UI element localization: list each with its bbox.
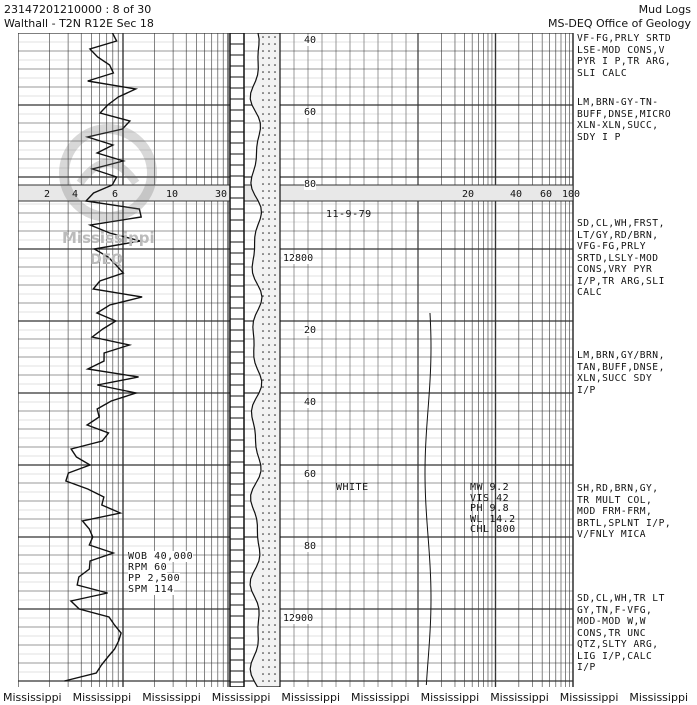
lithology-line: CALC [577,287,603,298]
lithology-line: LM,BRN-GY-TN- [577,97,659,108]
mud-color: WHITE [336,482,369,493]
footer-watermark-word: Mississippi [490,691,549,704]
drilling-parameter: RPM 60 [128,562,168,573]
lithology-line: SH,RD,BRN,GY, [577,483,659,494]
lithology-line: TR MULT COL, [577,494,653,506]
lithology-line: SDY I P [577,131,621,143]
footer-watermark-word: Mississippi [351,691,410,704]
depth-label: 12800 [283,253,314,264]
lithology-line: XLN,SUCC SDY [577,373,653,384]
scale-tick-label: 40 [510,189,523,200]
drilling-parameter: SPM 114 [128,584,174,595]
lithology-line: CONS,TR UNC [577,627,647,639]
footer-watermark-word: Mississippi [629,691,688,704]
lithology-line: MOD-MOD W,W [577,616,647,627]
footer-watermark-word: Mississippi [559,691,619,704]
document-id: 23147201210000 : 8 of 30 [4,3,152,16]
depth-label: 60 [304,107,317,118]
lithology-line: I/P [577,384,596,396]
lithology-line: PYR I P,TR ARG, [577,56,672,67]
scale-tick-label: 4 [72,189,79,200]
scale-tick-label: 6 [112,189,119,200]
mud-property: PH 9.8 [470,503,510,514]
lithology-line: I/P [577,662,596,673]
lithology-line: SD,CL,WH,FRST, [577,218,665,229]
agency-name: MS-DEQ Office of Geology [547,17,691,30]
lithology-line: BUFF,DNSE,MICRO [577,108,672,120]
depth-label: 60 [304,469,317,480]
scale-tick-label: 100 [562,189,581,200]
mud-property: VIS 42 [470,492,510,504]
footer-watermark-word: Mississippi [142,691,201,704]
lithology-line: GY,TN,F-VFG, [577,604,653,616]
watermark-subtext: DEQ [90,252,124,268]
depth-label: 40 [304,35,317,46]
lithology-line: SD,CL,WH,TR LT [577,593,665,604]
footer-watermark-word: Mississippi [420,691,480,704]
depth-label: 12900 [283,613,314,624]
scale-tick-label: 60 [540,189,553,200]
lithology-line: TAN,BUFF,DNSE, [577,361,665,373]
lithology-line: LM,BRN,GY/BRN, [577,350,665,361]
lithology-line: MOD FRM-FRM, [577,506,653,517]
depth-label: 80 [304,179,317,190]
log-date: 11-9-79 [326,209,372,220]
lithology-line: QTZ,SLTY ARG, [577,639,659,650]
mud-property: WL 14.2 [470,513,516,525]
lithology-line: CONS,VRY PYR [577,264,653,275]
footer-watermark-word: Mississippi [3,691,62,704]
watermark-text: Mississippi [62,229,155,247]
lithology-line: XLN-XLN,SUCC, [577,120,659,131]
lithology-line: I/P,TR ARG,SLI [577,275,665,287]
lithology-line: VF-FG,PRLY SRTD [577,33,672,44]
scale-tick-label: 20 [462,189,475,200]
well-location: Walthall - T2N R12E Sec 18 [4,17,154,30]
lithology-line: LSE-MOD CONS,V [577,44,665,56]
lithology-line: V/FNLY MICA [577,529,647,540]
scale-tick-label: 2 [44,189,51,200]
lithology-line: BRTL,SPLNT I/P, [577,517,672,529]
document-type: Mud Logs [638,3,691,16]
lithology-column [230,33,280,687]
depth-label: 40 [304,397,317,408]
lithology-line: SLI CALC [577,67,628,79]
lithology-line: SRTD,LSLY-MOD [577,252,659,264]
footer-watermark-word: Mississippi [281,691,340,704]
lithology-line: LT/GY,RD/BRN, [577,229,659,241]
drilling-parameter: PP 2,500 [128,573,181,584]
mud-property: MW 9.2 [470,482,510,493]
mud-property: CHL 800 [470,524,516,535]
depth-label: 80 [304,541,317,552]
depth-label: 20 [304,325,317,336]
drilling-parameter: WOB 40,000 [128,551,194,562]
lithology-line: VFG-FG,PRLY [577,241,647,252]
lithology-line: LIG I/P,CALC [577,650,653,662]
scale-tick-label: 10 [166,189,179,200]
footer-watermark-strip [0,689,697,705]
footer-watermark-word: Mississippi [72,691,132,704]
scale-tick-label: 30 [215,189,228,200]
footer-watermark-word: Mississippi [211,691,271,704]
